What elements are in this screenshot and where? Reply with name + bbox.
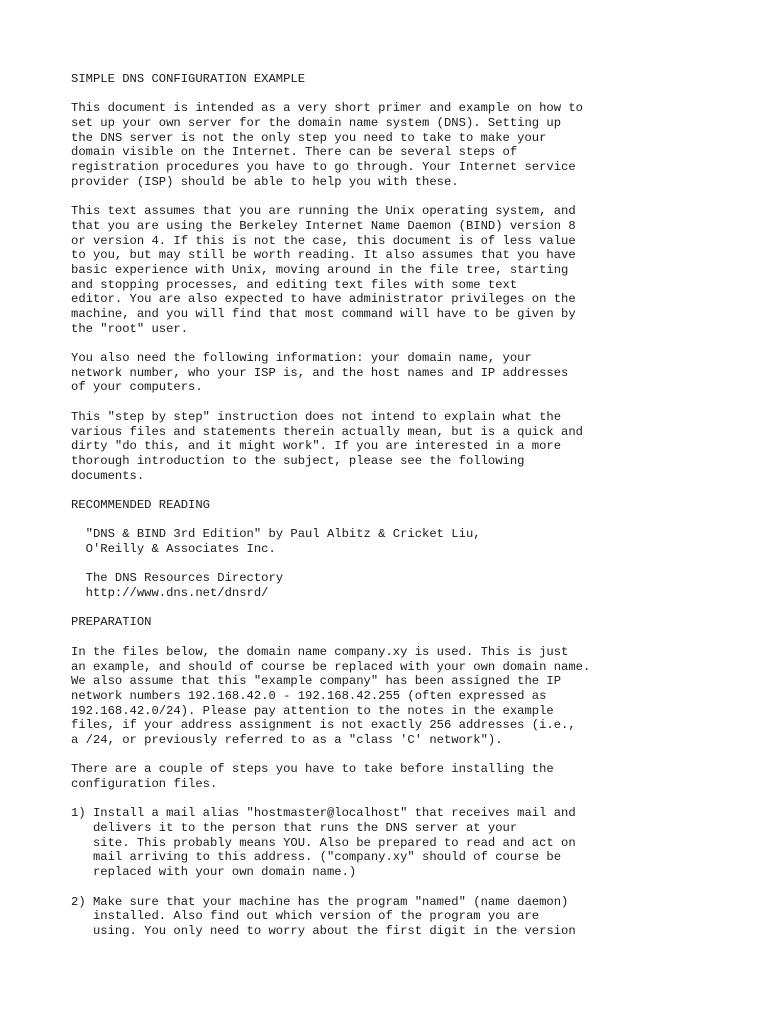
reading-heading: RECOMMENDED READING [71, 497, 210, 512]
text-line: network numbers 192.168.42.0 - 192.168.42.255 (often expressed as [71, 688, 547, 703]
text-line: using. You only need to worry about the first digit in the version [71, 923, 576, 938]
paragraph-gap [71, 513, 711, 528]
text-line: 2) Make sure that your machine has the program "named" (name daemon) [71, 894, 569, 909]
text-line: and stopping processes, and editing text files with some text [71, 277, 518, 292]
text-line: You also need the following information: your domain name, your [71, 351, 532, 366]
document-page [71, 72, 711, 939]
paragraph-gap [71, 336, 711, 351]
document-title: SIMPLE DNS CONFIGURATION EXAMPLE [71, 72, 306, 86]
intro-paragraph-3 [71, 351, 711, 395]
paragraph-gap [71, 557, 711, 572]
text-line: an example, and should of course be replaced with your own domain name. [71, 659, 591, 674]
step-1 [71, 806, 711, 879]
text-line: "DNS & BIND 3rd Edition" by Paul Albitz & Cricket Liu, [71, 527, 481, 542]
intro-paragraph-1 [71, 101, 711, 189]
paragraph-gap [71, 601, 711, 616]
intro-paragraph-4 [71, 410, 711, 483]
paragraph-gap [71, 87, 711, 102]
paragraph-gap [71, 483, 711, 498]
text-line: or version 4. If this is not the case, this document is of less value [71, 233, 576, 248]
paragraph-gap [71, 880, 711, 895]
reading-item-directory [71, 571, 711, 600]
text-line: delivers it to the person that runs the DNS server at your [71, 821, 518, 836]
text-line: O'Reilly & Associates Inc. [71, 542, 276, 556]
step-2 [71, 895, 711, 939]
text-line: various files and statements therein actually mean, but is a quick and [71, 424, 583, 439]
text-line: basic experience with Unix, moving around in the file tree, starting [71, 262, 569, 277]
text-line: editor. You are also expected to have administrator privileges on the [71, 292, 576, 307]
text-line: files, if your address assignment is not exactly 256 addresses (i.e., [71, 718, 576, 733]
text-line: to you, but may still be worth reading. It also assumes that you have [71, 248, 576, 263]
paragraph-gap [71, 630, 711, 645]
preparation-paragraph-1 [71, 645, 711, 748]
text-line: documents. [71, 468, 145, 483]
preparation-heading: PREPARATION [71, 615, 152, 630]
text-line: set up your own server for the domain name system (DNS). Setting up [71, 116, 562, 131]
text-line: that you are using the Berkeley Internet Name Daemon (BIND) version 8 [71, 218, 576, 233]
paragraph-gap [71, 792, 711, 807]
text-line: There are a couple of steps you have to take before installing the [71, 762, 554, 777]
text-line: domain visible on the Internet. There can be several steps of [71, 145, 518, 160]
text-line: In the files below, the domain name company.xy is used. This is just [71, 644, 569, 659]
text-line: network number, who your ISP is, and the host names and IP addresses [71, 365, 569, 380]
text-line: thorough introduction to the subject, please see the following [71, 453, 525, 468]
text-line: machine, and you will find that most command will have to be given by [71, 307, 576, 321]
text-line: This document is intended as a very short primer and example on how to [71, 101, 583, 116]
text-line: dirty "do this, and it might work". If you are interested in a more [71, 439, 562, 454]
text-line: mail arriving to this address. ("company.xy" should of course be [71, 850, 562, 865]
reference-url: http://www.dns.net/dnsrd/ [71, 586, 269, 601]
text-line: provider (ISP) should be able to help you with these. [71, 174, 459, 189]
preparation-paragraph-2 [71, 762, 711, 791]
text-line: configuration files. [71, 777, 218, 791]
text-line: of your computers. [71, 380, 203, 395]
text-line: This text assumes that you are running the Unix operating system, and [71, 204, 576, 219]
text-line: We also assume that this "example company" has been assigned the IP [71, 674, 562, 689]
text-line: 192.168.42.0/24). Please pay attention to the notes in the example [71, 703, 554, 718]
text-line: the DNS server is not the only step you need to take to make your [71, 130, 547, 145]
intro-paragraph-2 [71, 204, 711, 336]
text-line: This "step by step" instruction does not intend to explain what the [71, 409, 562, 424]
text-line: 1) Install a mail alias "hostmaster@localhost" that receives mail and [71, 806, 576, 821]
text-line: the "root" user. [71, 321, 189, 336]
text-line: The DNS Resources Directory [71, 571, 284, 586]
paragraph-gap [71, 190, 711, 205]
paragraph-gap [71, 748, 711, 763]
reading-item-book [71, 527, 711, 556]
text-line: registration procedures you have to go through. Your Internet service [71, 160, 576, 175]
paragraph-gap [71, 395, 711, 410]
text-line: a /24, or previously referred to as a "class 'C' network"). [71, 732, 503, 747]
text-line: site. This probably means YOU. Also be prepared to read and act on [71, 835, 576, 850]
text-line: replaced with your own domain name.) [71, 865, 357, 880]
text-line: installed. Also find out which version of the program you are [71, 909, 540, 924]
